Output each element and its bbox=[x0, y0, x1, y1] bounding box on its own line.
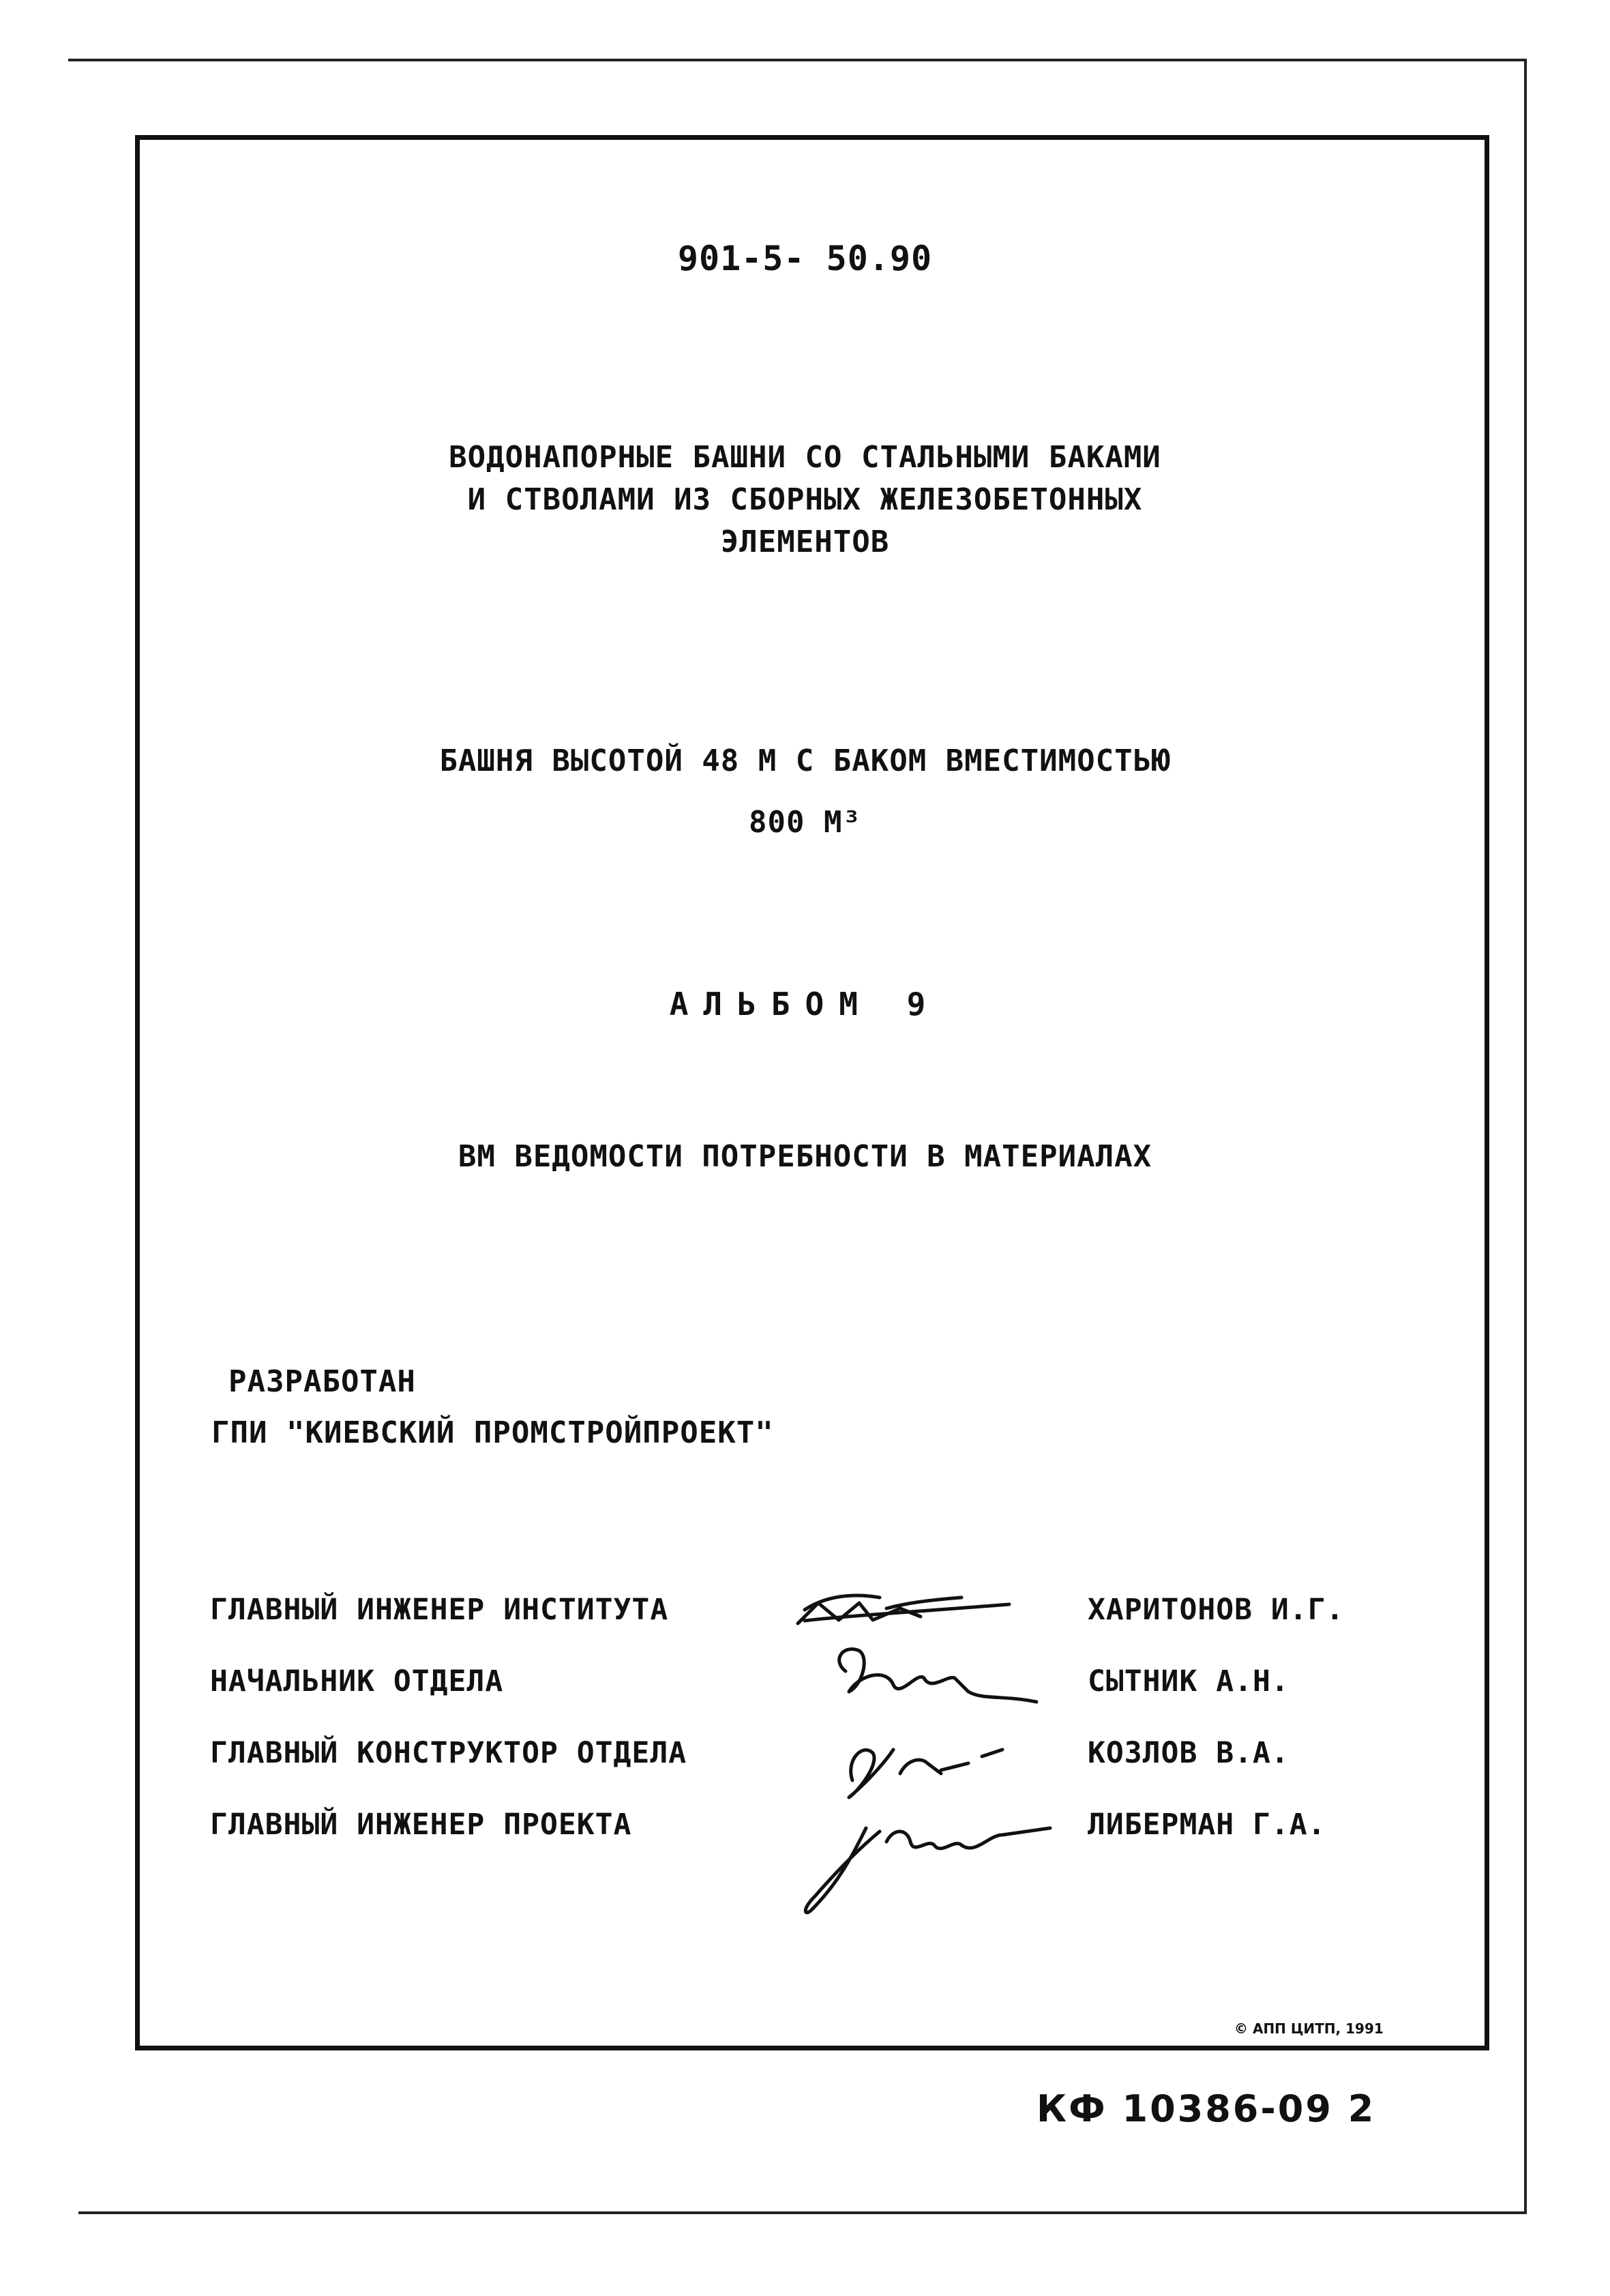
developer-organization: ГПИ "КИЕВСКИЙ ПРОМСТРОЙПРОЕКТ" bbox=[211, 1415, 774, 1450]
signatory-name: СЫТНИК А.Н. bbox=[1088, 1664, 1290, 1698]
title-line-1: ВОДОНАПОРНЫЕ БАШНИ СО СТАЛЬНЫМИ БАКАМИ bbox=[449, 440, 1161, 475]
subtitle-line-2: 800 М³ bbox=[749, 805, 861, 840]
signatory-name: КОЗЛОВ В.А. bbox=[1088, 1736, 1290, 1770]
signatory-role: ГЛАВНЫЙ ИНЖЕНЕР ПРОЕКТА bbox=[210, 1808, 632, 1842]
signatory-role: ГЛАВНЫЙ ИНЖЕНЕР ИНСТИТУТА bbox=[210, 1593, 669, 1627]
subtitle-line-1: БАШНЯ ВЫСОТОЙ 48 М С БАКОМ ВМЕСТИМОСТЬЮ bbox=[439, 744, 1171, 778]
signature-4 bbox=[805, 1828, 1050, 1913]
document-code: 901-5- 50.90 bbox=[677, 239, 933, 278]
sheet-top-line bbox=[68, 59, 1524, 61]
signatory-role: ГЛАВНЫЙ КОНСТРУКТОР ОТДЕЛА bbox=[210, 1736, 687, 1770]
handwritten-signatures bbox=[682, 1555, 1064, 1937]
signature-3 bbox=[849, 1750, 1002, 1797]
developed-label: РАЗРАБОТАН bbox=[228, 1364, 416, 1399]
sheet-bottom-line bbox=[78, 2211, 1527, 2214]
signatory-name: ЛИБЕРМАН Г.А. bbox=[1088, 1808, 1326, 1842]
album-number: АЛЬБОМ 9 bbox=[669, 986, 941, 1022]
sheet-right-line bbox=[1524, 59, 1527, 2214]
sheet-code: КФ 10386-09 2 bbox=[1037, 2087, 1376, 2130]
signatory-name: ХАРИТОНОВ И.Г. bbox=[1088, 1593, 1345, 1627]
title-line-3: ЭЛЕМЕНТОВ bbox=[720, 525, 890, 559]
copyright-notice: © АПП ЦИТП, 1991 bbox=[1234, 2020, 1384, 2037]
title-line-2: И СТВОЛАМИ ИЗ СБОРНЫХ ЖЕЛЕЗОБЕТОННЫХ bbox=[467, 482, 1143, 517]
signature-2 bbox=[839, 1649, 1037, 1702]
signature-1 bbox=[798, 1595, 1009, 1623]
signatory-role: НАЧАЛЬНИК ОТДЕЛА bbox=[210, 1664, 504, 1698]
section-title: ВМ ВЕДОМОСТИ ПОТРЕБНОСТИ В МАТЕРИАЛАХ bbox=[458, 1139, 1152, 1174]
